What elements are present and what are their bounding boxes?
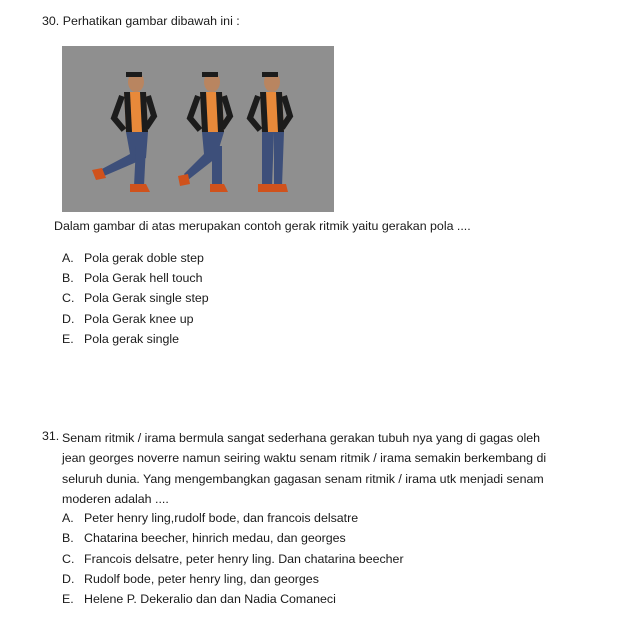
option-text: Chatarina beecher, hinrich medau, dan georges: [84, 531, 346, 545]
option-letter: A.: [62, 511, 74, 525]
option-text: Peter henry ling,rudolf bode, dan francois delsatre: [84, 511, 359, 525]
q31-option-d[interactable]: [62, 572, 319, 586]
option-letter: B.: [62, 271, 74, 285]
option-text: Pola gerak single: [84, 332, 180, 346]
question-line: seluruh dunia. Yang mengembangkan gagasan senam ritmik / irama utk menjadi senam: [62, 471, 544, 486]
q31-option-a[interactable]: [62, 511, 358, 525]
option-text: Pola Gerak knee up: [84, 312, 194, 326]
option-letter: D.: [62, 312, 75, 326]
option-text: Helene P. Dekeralio dan dan Nadia Comaneci: [84, 592, 336, 606]
option-text: Pola gerak doble step: [84, 251, 204, 265]
option-letter: B.: [62, 531, 74, 545]
three-dancers-figure: [62, 46, 334, 212]
option-letter: E.: [62, 592, 74, 606]
q31-option-b[interactable]: [62, 531, 346, 545]
question-30-header: [42, 14, 240, 28]
q30-option-d[interactable]: [62, 312, 194, 326]
question-line: jean georges noverre namun seiring waktu senam ritmik / irama semakin berkembang di: [62, 451, 547, 466]
question-number: 30.: [42, 14, 60, 28]
q30-option-c[interactable]: [62, 291, 209, 305]
question-line: moderen adalah ....: [62, 492, 169, 507]
option-letter: D.: [62, 572, 75, 586]
question-30-text: Dalam gambar di atas merupakan contoh gerak ritmik yaitu gerakan pola ....: [54, 219, 471, 233]
q30-option-a[interactable]: [62, 251, 204, 265]
option-text: Rudolf bode, peter henry ling, dan georges: [84, 572, 319, 586]
q30-option-e[interactable]: [62, 332, 179, 346]
option-letter: C.: [62, 552, 75, 566]
option-letter: E.: [62, 332, 74, 346]
option-text: Francois delsatre, peter henry ling. Dan chatarina beecher: [84, 552, 404, 566]
question-31-text: [62, 428, 588, 510]
question-prompt: Perhatikan gambar dibawah ini :: [62, 14, 240, 28]
option-text: Pola Gerak single step: [84, 291, 209, 305]
option-letter: A.: [62, 251, 74, 265]
q31-option-c[interactable]: [62, 552, 404, 566]
dance-step-photo: [62, 46, 334, 212]
question-number: 31.: [42, 429, 60, 443]
option-text: Pola Gerak hell touch: [84, 271, 203, 285]
option-letter: C.: [62, 291, 75, 305]
q31-option-e[interactable]: [62, 592, 336, 606]
question-line: Senam ritmik / irama bermula sangat sederhana gerakan tubuh nya yang di gagas oleh: [62, 431, 541, 445]
q30-option-b[interactable]: [62, 271, 202, 285]
